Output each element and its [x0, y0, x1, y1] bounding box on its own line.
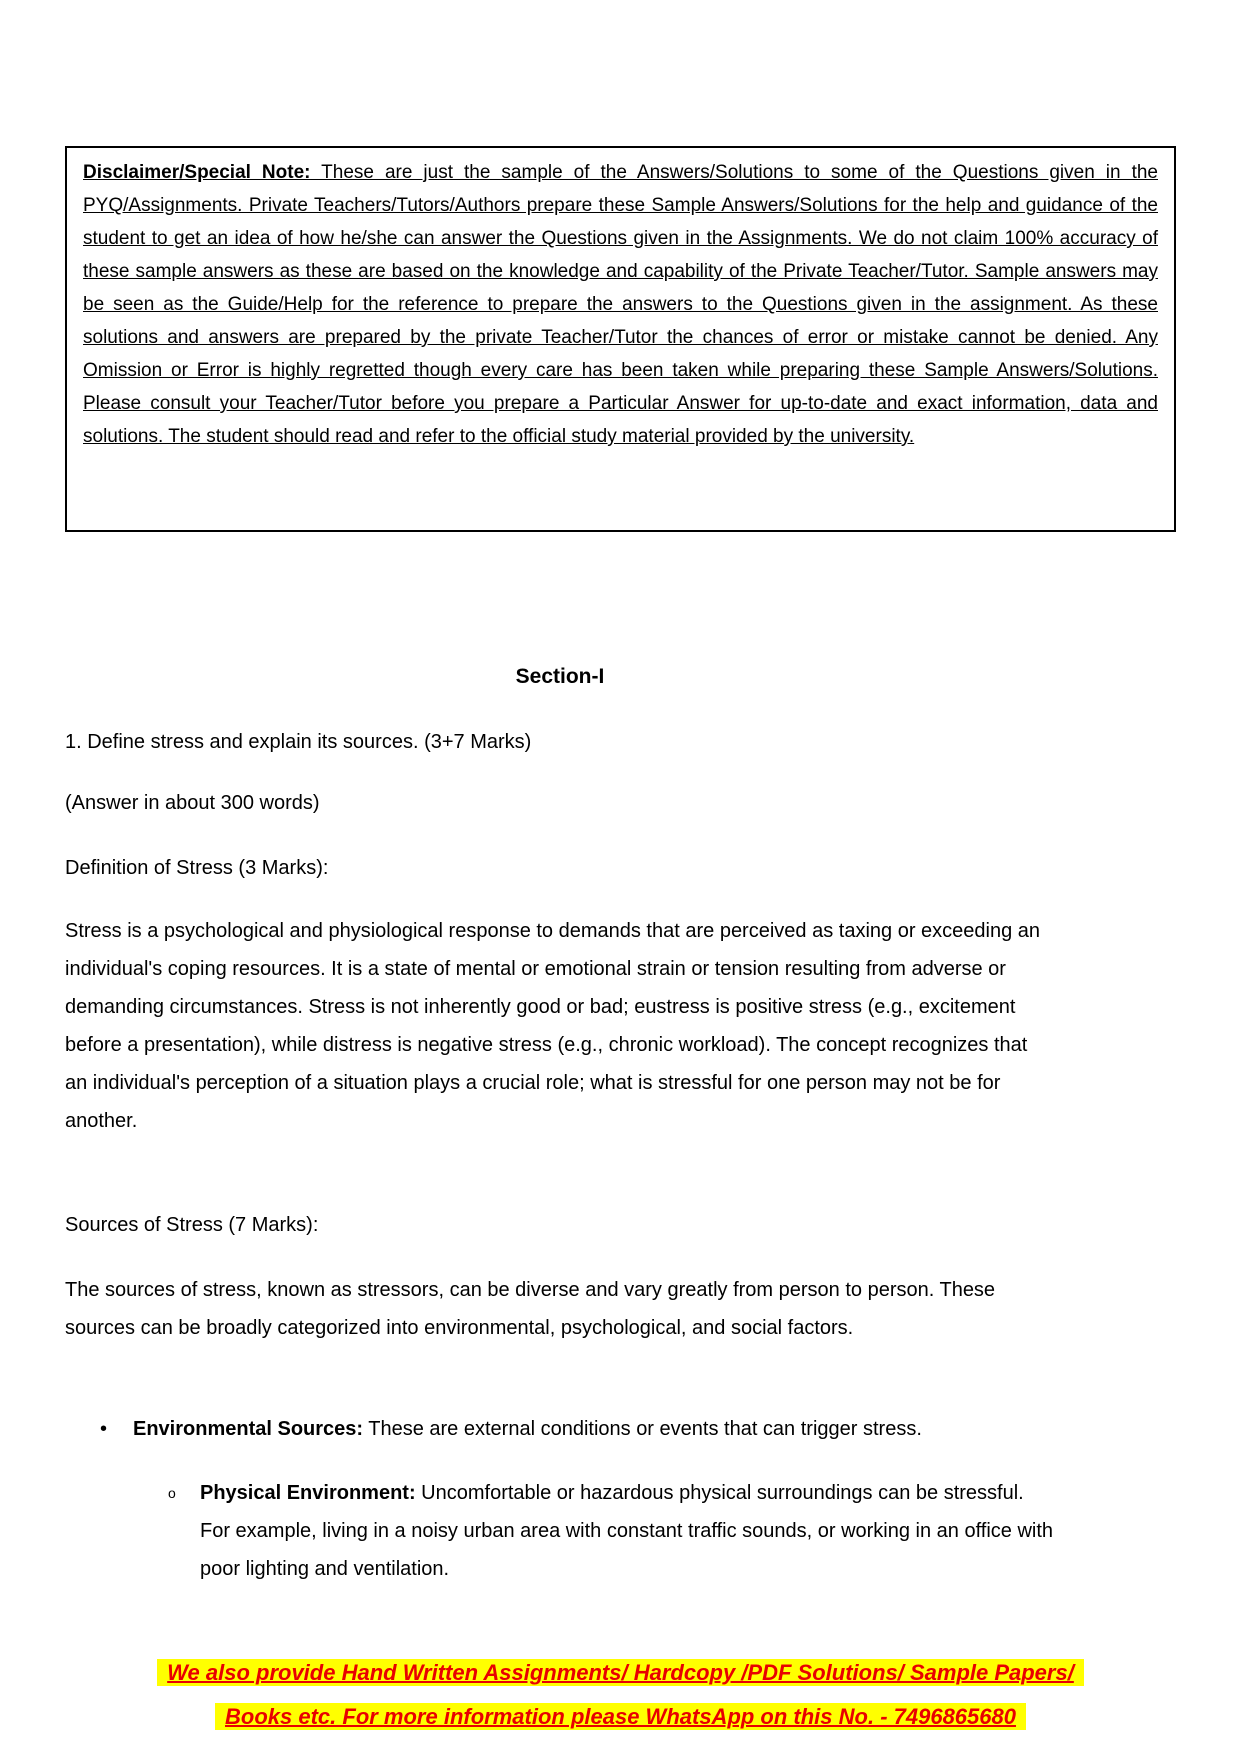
sub-bullet-marker: o [168, 1485, 176, 1501]
sources-paragraph: The sources of stress, known as stressors, can be diverse and vary greatly from person to person. These sources can be broadly categorized into environmental, psychological, and social factors. [65, 1279, 996, 1339]
bullet-text [133, 1410, 1055, 1448]
footer-line-2 [0, 1696, 1241, 1740]
answer-word-limit-note: (Answer in about 300 words) [65, 792, 320, 814]
definition-paragraph: Stress is a psychological and physiological response to demands that are perceived as taxing or exceeding an individual's coping resources. It is a state of mental or emotional strain or tension resulting from adverse or demanding circumstances. Stress is not inherently good or bad; eustress is positive stress (e.g., excitement before a presentation), while distress is negative stress (e.g., chronic workload). The concept recognizes that an individual's perception of a situation plays a crucial role; what is stressful for one person may not be for another. [65, 920, 1041, 1132]
sources-heading: Sources of Stress (7 Marks): [65, 1214, 319, 1236]
bullet-body-text: These are external conditions or events that can trigger stress. [363, 1418, 922, 1440]
list-item-environmental-sources [65, 1410, 1055, 1448]
sub-bullet-body-text: Uncomfortable or hazardous physical surroundings can be stressful. For example, living in a noisy urban area with constant traffic sounds, or working in an office with poor lighting and ventilation. [200, 1482, 1054, 1580]
disclaimer-box [65, 146, 1176, 532]
section-heading: Section-I [515, 665, 605, 688]
question-text: 1. Define stress and explain its sources. (3+7 Marks) [65, 731, 532, 753]
footer-banner [0, 1652, 1241, 1740]
disclaimer-lead: Disclaimer/Special Note: [83, 162, 311, 183]
list-item-physical-environment [65, 1474, 1055, 1588]
definition-heading: Definition of Stress (3 Marks): [65, 857, 329, 879]
bullet-marker: • [100, 1418, 108, 1440]
sub-bullet-lead: Physical Environment: [200, 1482, 416, 1504]
disclaimer-body: These are just the sample of the Answers/Solutions to some of the Questions given in the PYQ/Assignments. Private Teachers/Tutors/Authors prepare these Sample Answers/Solutions for the help and guidance of the student to get an idea of how he/she can answer the Questions given in the Assignments. We do not claim 100% accuracy of these sample answers as these are based on the knowledge and capability of the Private Teacher/Tutor. Sample answers may be seen as the Guide/Help for the reference to prepare the answers to the Questions given in the assignment. As these solutions and answers are prepared by the private Teacher/Tutor the chances of error or mistake cannot be denied. Any Omission or Error is highly regretted though every care has been taken while preparing these Sample Answers/Solutions. Please consult your Teacher/Tutor before you prepare a Particular Answer for up-to-date and exact information, data and solutions. The student should read and refer to the official study material provided by the university. [83, 162, 1158, 447]
footer-highlight-line2: Books etc. For more information please WhatsApp on this No. - 7496865680 [215, 1703, 1026, 1730]
footer-highlight-line1: We also provide Hand Written Assignments/ Hardcopy /PDF Solutions/ Sample Papers/ [157, 1659, 1084, 1686]
bullet-lead: Environmental Sources: [133, 1418, 364, 1440]
footer-line-1 [0, 1652, 1241, 1696]
sub-bullet-text [200, 1474, 1055, 1588]
disclaimer-text [83, 156, 1158, 453]
